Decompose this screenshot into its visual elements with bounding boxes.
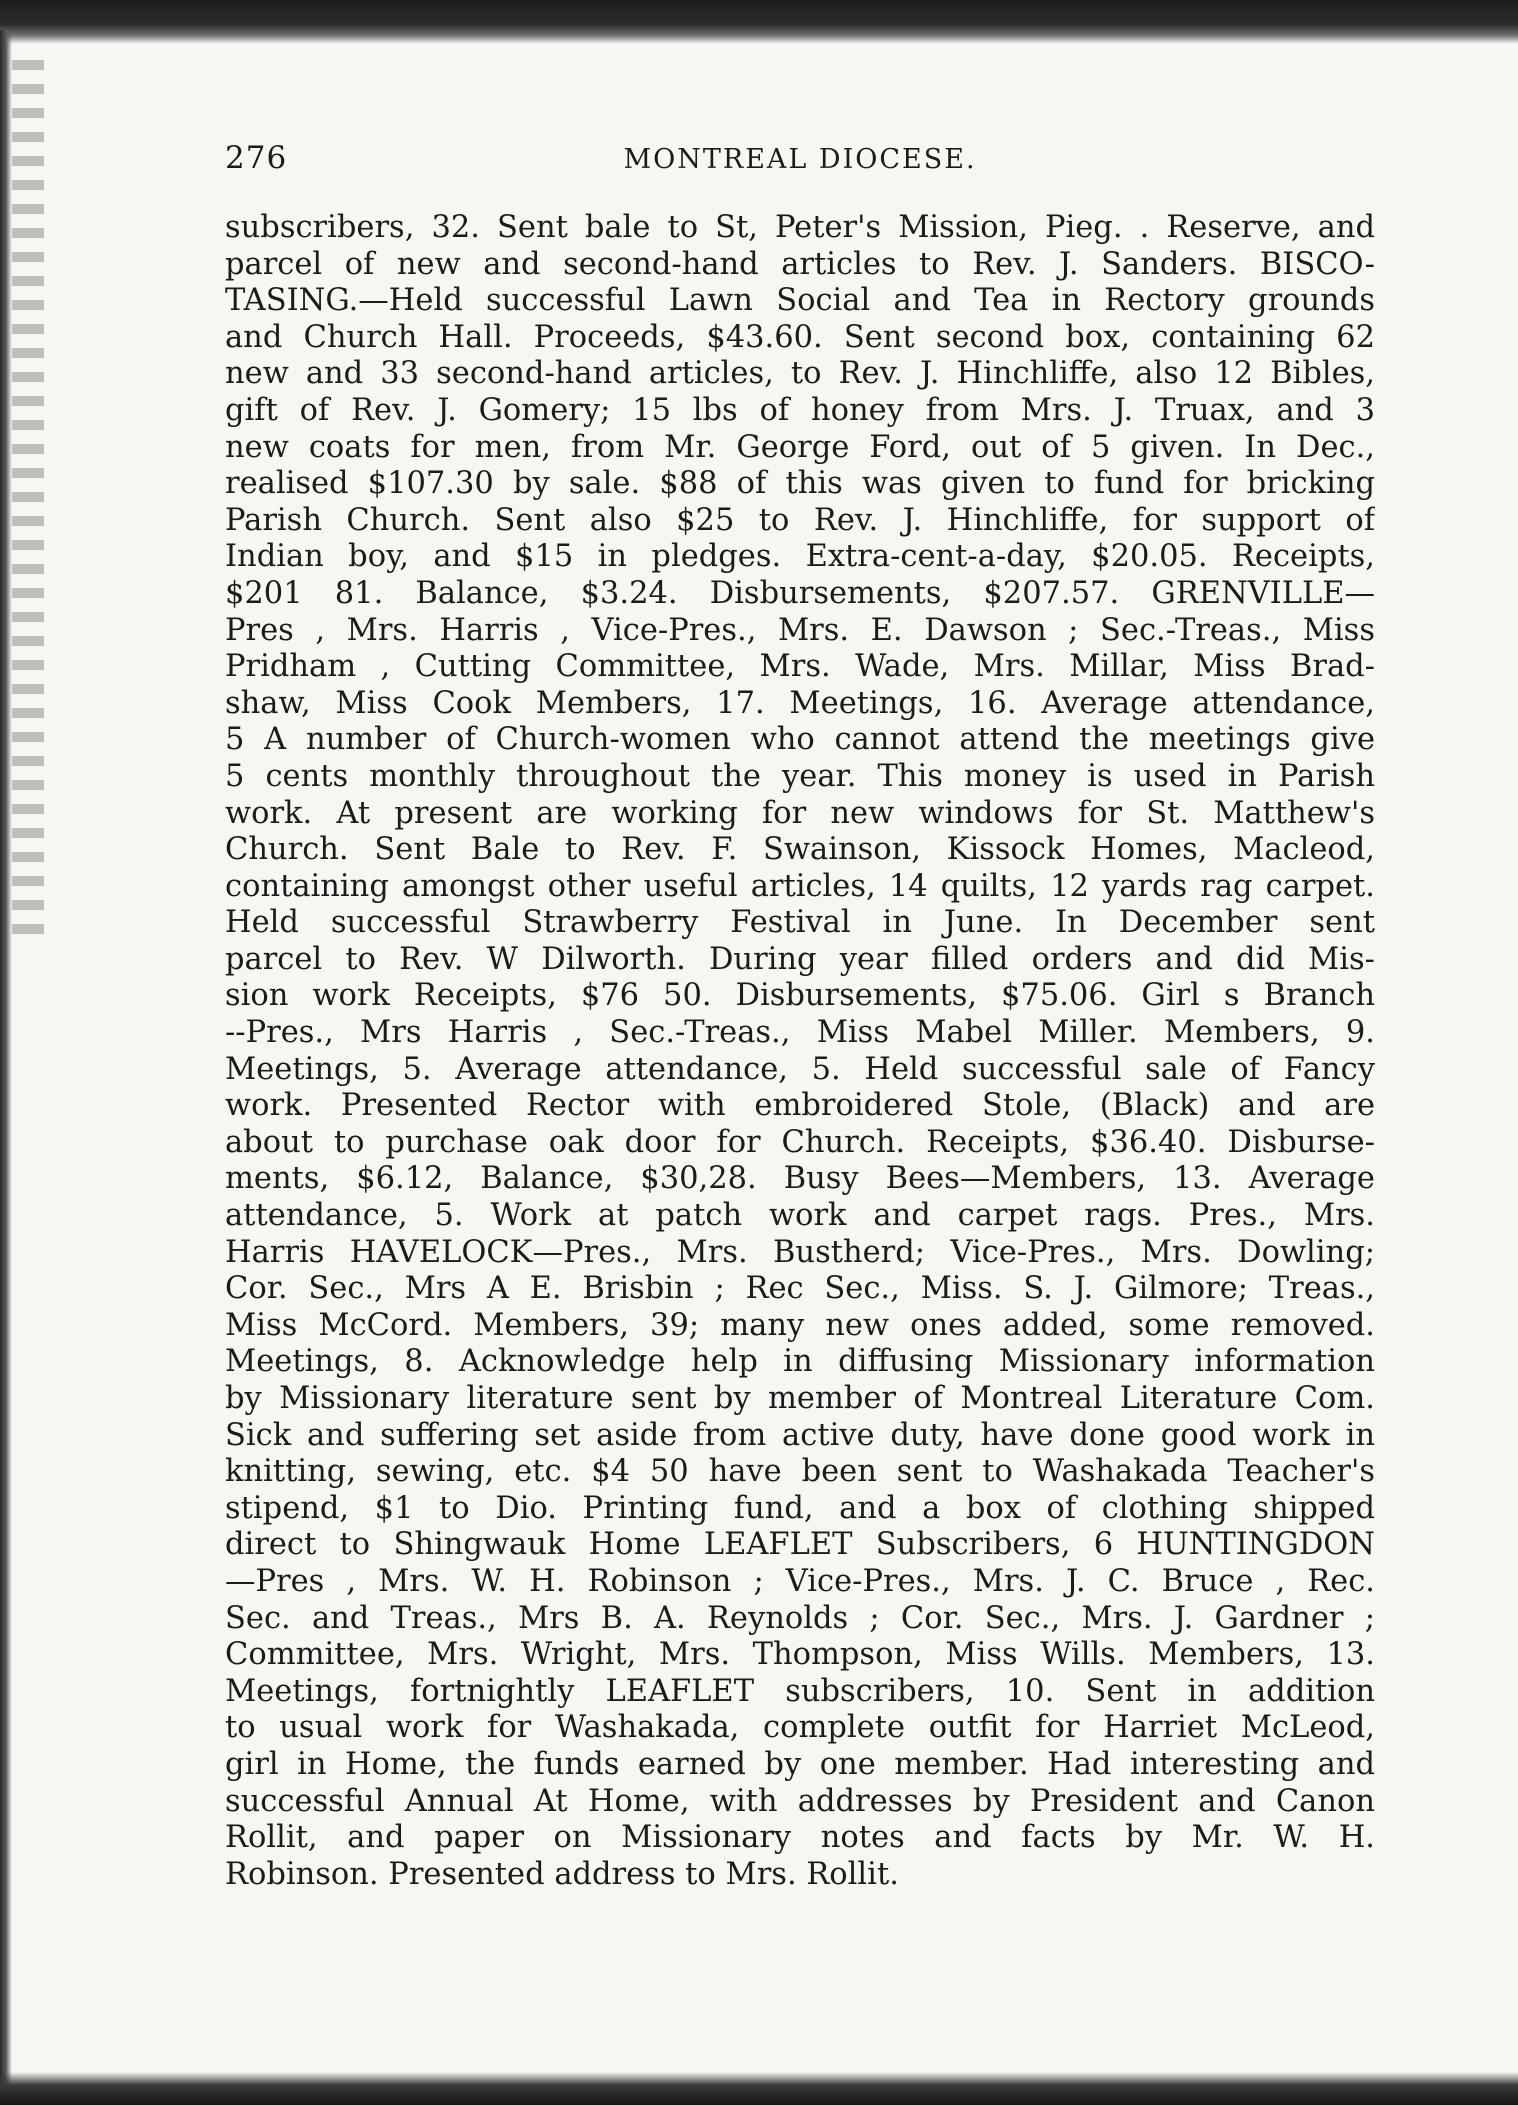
text-line: work. Presented Rector with embroidered Stole, (Black) and are bbox=[225, 1088, 1375, 1124]
text-line: 5 cents monthly throughout the year. This money is used in Parish bbox=[225, 758, 1375, 794]
text-line: work. At present are working for new windows for St. Matthew's bbox=[225, 795, 1375, 831]
text-line: Committee, Mrs. Wright, Mrs. Thompson, Miss Wills. Members, 13. bbox=[225, 1637, 1375, 1673]
text-line: knitting, sewing, etc. $4 50 have been sent to Washakada Teacher's bbox=[225, 1454, 1375, 1490]
text-line: —Pres , Mrs. W. H. Robinson ; Vice-Pres., Mrs. J. C. Bruce , Rec. bbox=[225, 1563, 1375, 1599]
text-line: Rollit, and paper on Missionary notes and facts by Mr. W. H. bbox=[225, 1820, 1375, 1856]
text-line: Indian boy, and $15 in pledges. Extra-cent-a-day, $20.05. Receipts, bbox=[225, 539, 1375, 575]
text-line: Meetings, fortnightly LEAFLET subscribers, 10. Sent in addition bbox=[225, 1673, 1375, 1709]
text-line: shaw, Miss Cook Members, 17. Meetings, 16. Average attendance, bbox=[225, 685, 1375, 721]
text-line: and Church Hall. Proceeds, $43.60. Sent second box, containing 62 bbox=[225, 319, 1375, 355]
page-header bbox=[225, 140, 1375, 180]
text-line: Robinson. Presented address to Mrs. Rollit. bbox=[225, 1856, 899, 1892]
text-line: ments, $6.12, Balance, $30,28. Busy Bees—Members, 13. Average bbox=[225, 1161, 1375, 1197]
text-line: Sec. and Treas., Mrs B. A. Reynolds ; Cor. Sec., Mrs. J. Gardner ; bbox=[225, 1600, 1375, 1636]
text-line: successful Annual At Home, with addresses by President and Canon bbox=[225, 1783, 1375, 1819]
text-line: new coats for men, from Mr. George Ford, out of 5 given. In Dec., bbox=[225, 429, 1375, 465]
text-line: attendance, 5. Work at patch work and carpet rags. Pres., Mrs. bbox=[225, 1198, 1375, 1234]
text-line: Miss McCord. Members, 39; many new ones added, some removed. bbox=[225, 1307, 1375, 1343]
scan-gutter-marks bbox=[12, 60, 44, 940]
text-line: $201 81. Balance, $3.24. Disbursements, $207.57. GRENVILLE— bbox=[225, 575, 1375, 611]
text-line: girl in Home, the funds earned by one member. Had interesting and bbox=[225, 1746, 1375, 1782]
scan-top-edge bbox=[0, 0, 1518, 44]
text-line: parcel to Rev. W Dilworth. During year filled orders and did Mis- bbox=[225, 941, 1375, 977]
text-line: Meetings, 8. Acknowledge help in diffusing Missionary information bbox=[225, 1344, 1375, 1380]
text-line: realised $107.30 by sale. $88 of this was given to fund for bricking bbox=[225, 466, 1375, 502]
text-line: parcel of new and second-hand articles to Rev. J. Sanders. BISCO- bbox=[225, 246, 1375, 282]
text-line: Sick and suffering set aside from active duty, have done good work in bbox=[225, 1417, 1375, 1453]
text-line: Cor. Sec., Mrs A E. Brisbin ; Rec Sec., Miss. S. J. Gilmore; Treas., bbox=[225, 1271, 1375, 1307]
text-line: Church. Sent Bale to Rev. F. Swainson, Kissock Homes, Macleod, bbox=[225, 832, 1375, 868]
text-line: by Missionary literature sent by member of Montreal Literature Com. bbox=[225, 1381, 1375, 1416]
text-line: containing amongst other useful articles, 14 quilts, 12 yards rag carpet. bbox=[225, 868, 1375, 904]
text-line: Held successful Strawberry Festival in June. In December sent bbox=[225, 905, 1375, 941]
scan-bottom-edge bbox=[0, 2072, 1518, 2105]
body-text bbox=[225, 210, 1375, 1893]
text-line: Parish Church. Sent also $25 to Rev. J. Hinchliffe, for support of bbox=[225, 502, 1375, 538]
running-head: MONTREAL DIOCESE. bbox=[623, 144, 977, 175]
text-line: about to purchase oak door for Church. Receipts, $36.40. Disburse- bbox=[225, 1124, 1375, 1160]
text-line: Pridham , Cutting Committee, Mrs. Wade, Mrs. Millar, Miss Brad- bbox=[225, 649, 1375, 685]
text-line: direct to Shingwauk Home LEAFLET Subscribers, 6 HUNTINGDON bbox=[225, 1527, 1375, 1563]
text-line: Harris HAVELOCK—Pres., Mrs. Bustherd; Vice-Pres., Mrs. Dowling; bbox=[225, 1234, 1375, 1270]
text-line: sion work Receipts, $76 50. Disbursements, $75.06. Girl s Branch bbox=[225, 978, 1375, 1014]
text-line: Meetings, 5. Average attendance, 5. Held successful sale of Fancy bbox=[225, 1051, 1375, 1087]
text-line: stipend, $1 to Dio. Printing fund, and a box of clothing shipped bbox=[225, 1490, 1375, 1526]
text-line: gift of Rev. J. Gomery; 15 lbs of honey from Mrs. J. Truax, and 3 bbox=[225, 392, 1375, 428]
text-line: --Pres., Mrs Harris , Sec.-Treas., Miss Mabel Miller. Members, 9. bbox=[225, 1015, 1375, 1051]
text-line: TASING.—Held successful Lawn Social and Tea in Rectory grounds bbox=[225, 283, 1375, 319]
page-number: 276 bbox=[225, 140, 288, 176]
text-line: 5 A number of Church-women who cannot attend the meetings give bbox=[225, 722, 1375, 758]
text-line: Pres , Mrs. Harris , Vice-Pres., Mrs. E. Dawson ; Sec.-Treas., Miss bbox=[225, 612, 1375, 648]
scan-left-edge bbox=[0, 30, 12, 2105]
text-line: new and 33 second-hand articles, to Rev. J. Hinchliffe, also 12 Bibles, bbox=[225, 356, 1375, 392]
text-line: to usual work for Washakada, complete outfit for Harriet McLeod, bbox=[225, 1710, 1375, 1746]
text-line: subscribers, 32. Sent bale to St, Peter's Mission, Pieg. . Reserve, and bbox=[225, 210, 1375, 245]
